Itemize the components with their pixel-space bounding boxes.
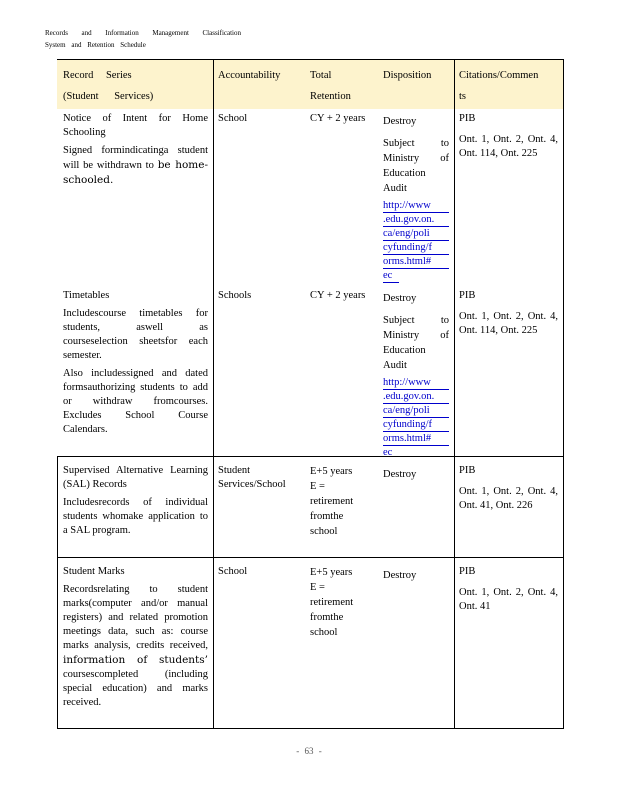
record-description-text-alt: information of students’ [63,654,208,666]
citations-label: PIB [459,113,476,124]
document-header-line1: Records and Information Management Classification [45,29,241,37]
column-header-text: Retention [310,91,351,102]
disposition-action: Destroy [383,469,417,480]
ministry-forms-link[interactable]: orms.html# [383,255,449,269]
ministry-forms-link[interactable]: cyfunding/f [383,241,449,255]
disposition-action: Destroy [383,293,417,304]
table-row-sal-records [57,456,564,557]
column-header-text: Record Series [63,70,132,81]
citations-refs: Ont. 1, Ont. 2, Ont. 4, Ont. 41, Ont. 226 [459,486,558,511]
ministry-forms-link[interactable]: cyfunding/f [383,418,449,432]
accountability-cell: School [218,566,248,577]
ministry-forms-link[interactable]: http://www [383,199,449,213]
retention-line: retirement [310,496,354,507]
column-header-text: Disposition [383,70,432,81]
disposition-cell [378,558,454,728]
retention-line: school [310,526,338,537]
table-row-notice-of-intent [57,109,564,286]
document-header-line2: System and Retention Schedule [45,41,146,49]
disposition-action: Destroy [383,570,417,581]
disposition-action: Destroy [383,116,417,127]
record-title: Student Marks [63,566,125,577]
record-title: Notice of Intent for Home Schooling [63,113,208,138]
ministry-forms-link[interactable]: ca/eng/poli [383,404,449,418]
table-row-student-marks [57,557,564,728]
record-title: Timetables [63,290,110,301]
column-header-text: ts [459,91,467,102]
retention-line: retirement [310,597,354,608]
retention-line: E+5 years [310,567,353,578]
document-header [45,27,241,51]
table-row-timetables [57,286,564,456]
retention-schedule-table [57,59,564,729]
record-description-text: Signed formindicatinga student will be withdrawn to [63,145,208,171]
record-title: Supervised Alternative Learning (SAL) Records [63,465,208,490]
retention-line: E = [310,582,325,593]
disposition-cell [378,286,454,456]
column-header-total-retention [306,60,378,109]
ministry-forms-link[interactable]: .edu.gov.on. [383,390,449,404]
ministry-forms-link[interactable]: .edu.gov.on. [383,213,449,227]
column-header-text: (Student Services) [63,91,154,102]
column-header-citations [454,60,563,109]
ministry-forms-link[interactable]: ec [383,446,399,456]
disposition-cell [378,457,454,557]
total-retention-cell [306,558,378,728]
citations-label: PIB [459,290,476,301]
ministry-forms-link[interactable]: http://www [383,376,449,390]
disposition-note: Subject to Ministry of Education Audit [383,138,449,194]
citations-refs: Ont. 1, Ont. 2, Ont. 4, Ont. 41 [459,587,558,612]
retention-line: fromthe [310,511,344,522]
column-header-text: Accountability [218,70,281,81]
citations-cell [454,558,563,728]
record-description: Includescourse timetables for students, aswell as courseselection sheetsfor each semester. [63,308,208,361]
record-description: Includesrecords of individual students whomake application to a SAL program. [63,497,208,536]
record-series-cell [58,109,214,286]
ministry-forms-link[interactable]: ec [383,269,399,283]
disposition-note: Subject to Ministry of Education Audit [383,315,449,371]
table-header-row [57,60,564,109]
disposition-cell [378,109,454,286]
retention-line: school [310,627,338,638]
citations-cell [454,109,563,286]
citations-refs: Ont. 1, Ont. 2, Ont. 4, Ont. 114, Ont. 225 [459,134,558,159]
citations-label: PIB [459,566,476,577]
citations-cell [454,286,563,456]
page-number: - 63 - [296,746,322,756]
record-description-text: coursescompleted (including special education) and marks received. [63,669,208,708]
retention-line: fromthe [310,612,344,623]
retention-line: E+5 years [310,466,353,477]
citations-refs: Ont. 1, Ont. 2, Ont. 4, Ont. 114, Ont. 225 [459,311,558,336]
total-retention-cell: CY + 2 years [310,290,366,301]
record-description: Also includessigned and dated formsauthorizing students to add or withdraw fromcourses. Excludes School Course Calendars. [63,368,208,435]
total-retention-cell: CY + 2 years [310,113,366,124]
record-series-cell [58,286,214,456]
record-series-cell [58,457,214,557]
record-description-text: Recordsrelating to student marks(computer and/or manual registers) and related promotion meetings data, such as: course marks analysis, credits received, [63,584,208,651]
record-description-text-alt: be home-schooled. [63,159,208,186]
column-header-text: Total [310,70,332,81]
column-header-record-series [58,60,214,109]
total-retention-cell [306,457,378,557]
accountability-cell: School [218,113,248,124]
accountability-cell: Student Services/School [218,465,286,490]
record-description [63,583,208,710]
accountability-cell: Schools [218,290,252,301]
column-header-disposition [378,60,454,109]
record-description [63,144,208,188]
ministry-forms-link[interactable]: ca/eng/poli [383,227,449,241]
citations-label: PIB [459,465,476,476]
column-header-accountability [214,60,306,109]
citations-cell [454,457,563,557]
column-header-text: Citations/Commen [459,70,539,81]
retention-line: E = [310,481,325,492]
record-series-cell [58,558,214,728]
ministry-forms-link[interactable]: orms.html# [383,432,449,446]
